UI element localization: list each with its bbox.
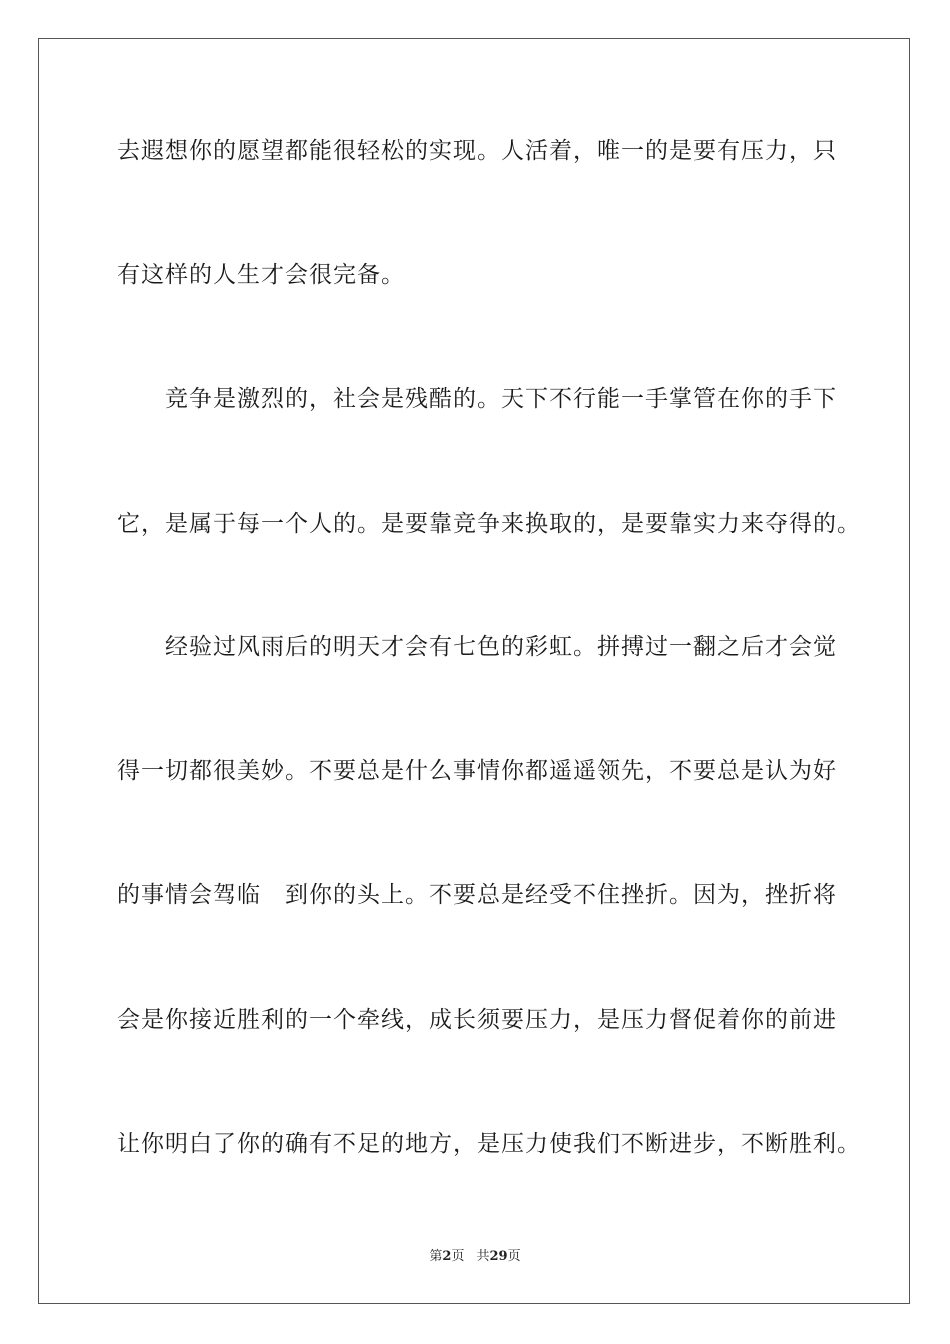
page-prefix: 第 bbox=[429, 1249, 443, 1264]
total-suffix: 页 bbox=[507, 1249, 521, 1264]
text-line: 会是你接近胜利的一个牵线，成长须要压力，是压力督促着你的前进 bbox=[117, 1007, 837, 1033]
page-number: 2 bbox=[442, 1249, 452, 1264]
page-footer bbox=[0, 1248, 950, 1266]
total-prefix: 共 bbox=[476, 1249, 490, 1264]
text-line: 让你明白了你的确有不足的地方，是压力使我们不断进步，不断胜利。 bbox=[117, 1131, 861, 1157]
text-line: 经验过风雨后的明天才会有七色的彩虹。拼搏过一翻之后才会觉 bbox=[117, 634, 837, 660]
text-line: 的事情会驾临 到你的头上。不要总是经受不住挫折。因为，挫折将 bbox=[117, 882, 837, 908]
page-suffix: 页 bbox=[451, 1249, 465, 1264]
text-line: 竞争是激烈的，社会是残酷的。天下不行能一手掌管在你的手下 bbox=[117, 386, 837, 412]
text-line: 它，是属于每一个人的。是要靠竞争来换取的，是要靠实力来夺得的。 bbox=[117, 511, 861, 537]
text-line: 有这样的人生才会很完备。 bbox=[117, 262, 405, 288]
text-line: 得一切都很美妙。不要总是什么事情你都遥遥领先，不要总是认为好 bbox=[117, 758, 837, 784]
text-line: 去遐想你的愿望都能很轻松的实现。人活着，唯一的是要有压力，只 bbox=[117, 138, 837, 164]
page-border bbox=[38, 38, 910, 1304]
total-pages: 29 bbox=[489, 1249, 508, 1264]
